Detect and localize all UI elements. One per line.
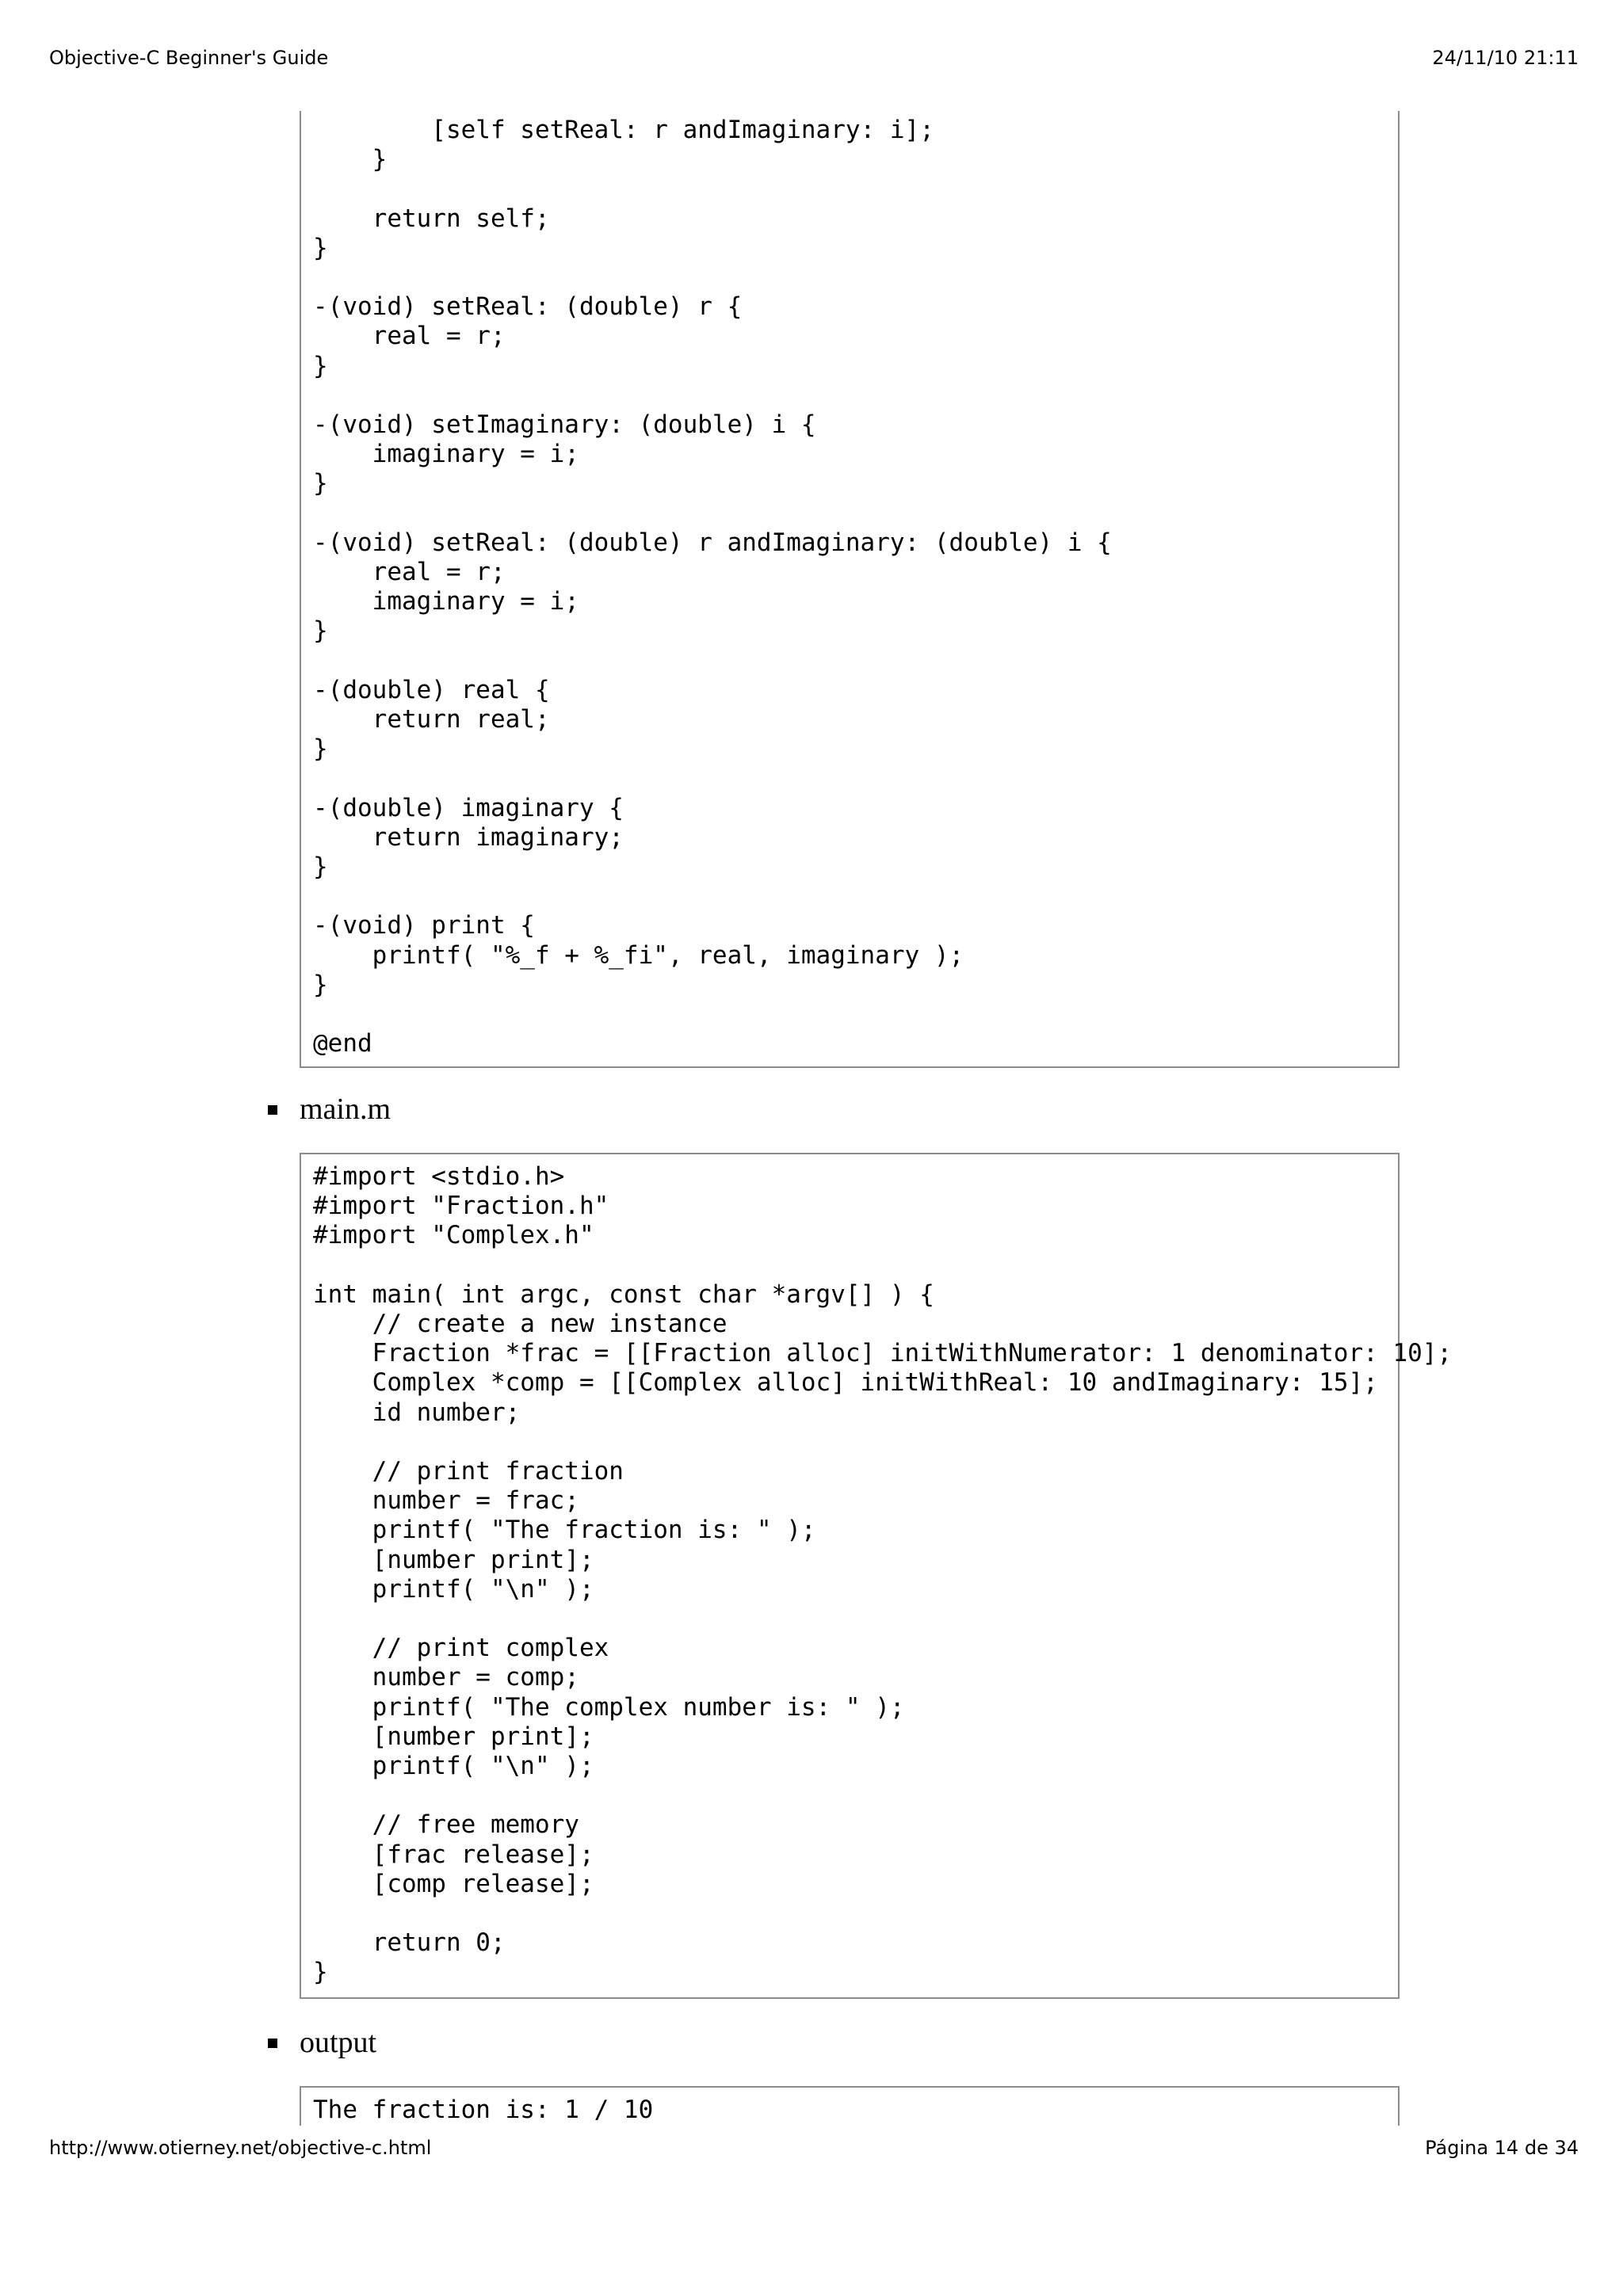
code-text: The fraction is: 1 / 10: [313, 2096, 654, 2124]
code-block-main-m: [300, 1153, 1453, 1999]
bullet-square-icon: [268, 1105, 277, 1115]
footer-page-number: Página 14 de 34: [1425, 2137, 1579, 2159]
list-item-label: main.m: [300, 1093, 391, 1126]
header-datetime: 24/11/10 21:11: [1432, 47, 1579, 69]
code-block-output: [300, 2086, 1400, 2126]
bullet-square-icon: [268, 2039, 277, 2048]
list-item-label: output: [300, 2026, 377, 2059]
header-title: Objective-C Beginner's Guide: [49, 47, 329, 69]
code-text: [self setReal: r andImaginary: i]; } return self; } -(void) setReal: (double) r { real = r; } -(void) setImaginary: (double) i { imaginary = i; } -(void) setReal: (double) r andImaginary: (double) i { real = r; imaginary = i; } -(double) real { return real; } -(double) imaginary { return imaginary; } -(void) print { printf( "%_f + %_fi", real, imaginary ); } @end: [313, 116, 1112, 1058]
code-block-complex-implementation: [300, 111, 1400, 1068]
footer-url: http://www.otierney.net/objective-c.html: [49, 2137, 432, 2159]
code-text: #import <stdio.h> #import "Fraction.h" #import "Complex.h" int main( int argc, const char *argv[] ) { // create a new instance Fraction *frac = [[Fraction alloc] initWithNumerator: 1 denominator: 10]; Complex *comp = [[Complex alloc] initWithReal: 10 andImaginary: 15]; id number; // print fraction number = frac; printf( "The fraction is: " ); [number print]; printf( "\n" ); // print complex number = comp; printf( "The complex number is: " ); [number print]; printf( "\n" ); // free memory [frac release]; [comp release]; return 0; }: [313, 1162, 1453, 1987]
